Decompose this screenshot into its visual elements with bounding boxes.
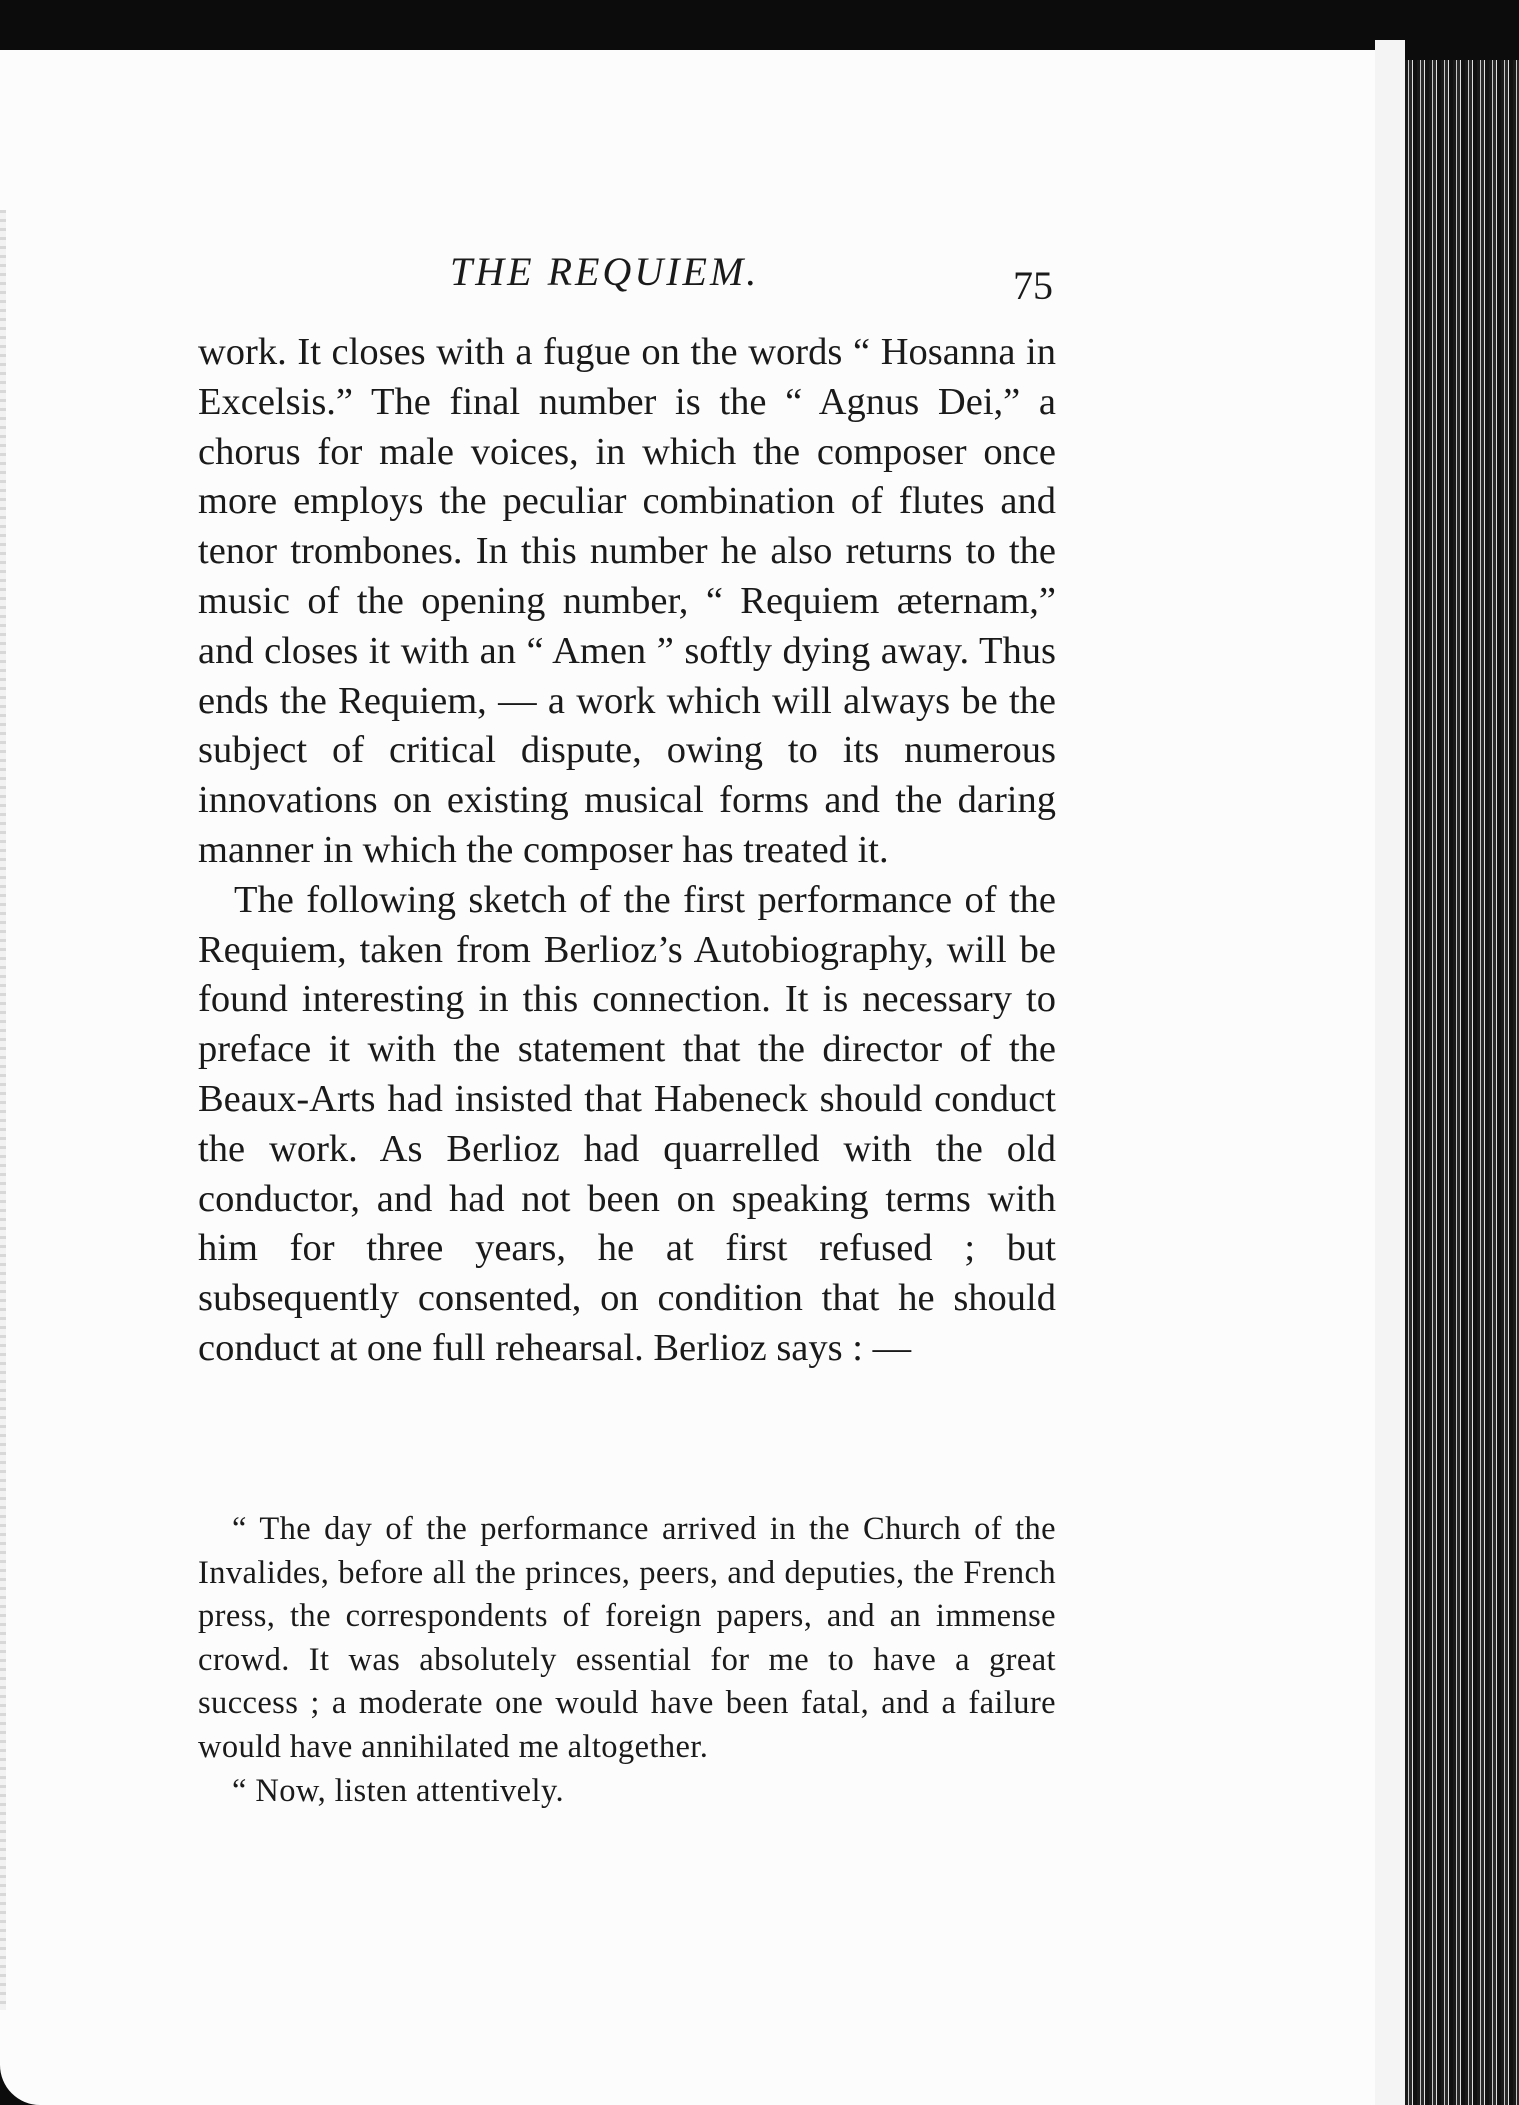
main-text — [198, 328, 1056, 1374]
page-margin-right — [1375, 40, 1405, 2105]
quote-paragraph-2: “ Now, listen attentively. — [232, 1772, 565, 1809]
page-number: 75 — [1013, 263, 1053, 308]
quote-paragraph-1: “ The day of the performance arrived in the Church of the Invalides, before all the princes, peers, and deputies, the French press, the correspondents of foreign papers, and an immense crowd. It was absolutely essential for me to have a great success ; a moderate one would have been fatal, and a failure would have annihilated me altogether. — [198, 1511, 1056, 1765]
book-page — [0, 50, 1375, 2105]
running-title: THE REQUIEM. — [450, 249, 760, 294]
block-quote — [198, 1508, 1056, 1813]
book-page-edges — [1405, 60, 1519, 2105]
body-paragraph-2: The following sketch of the first performance of the Requiem, taken from Berlioz’s Autobiography, will be found interesting in this connection. It is necessary to preface it with the statement that the director of the Beaux-Arts had insisted that Habeneck should conduct the work. As Berlioz had quarrelled with the old conductor, and had not been on speaking terms with him for three years, he at first refused ; but subsequently consented, on condition that he should conduct at one full rehearsal. Berlioz says : — — [198, 878, 1056, 1369]
page-gutter-shadow — [0, 210, 6, 2010]
body-paragraph-1: work. It closes with a fugue on the words “ Hosanna in Excelsis.” The final number is the “ Agnus Dei,” a chorus for male voices, in which the composer once more employs the peculiar combination of flutes and tenor trombones. In this number he also returns to the music of the opening number, “ Requiem æternam,” and closes it with an “ Amen ” softly dying away. Thus ends the Requiem, — a work which will always be the subject of critical dispute, owing to its numerous innovations on existing musical forms and the daring manner in which the composer has treated it. — [198, 331, 1056, 871]
